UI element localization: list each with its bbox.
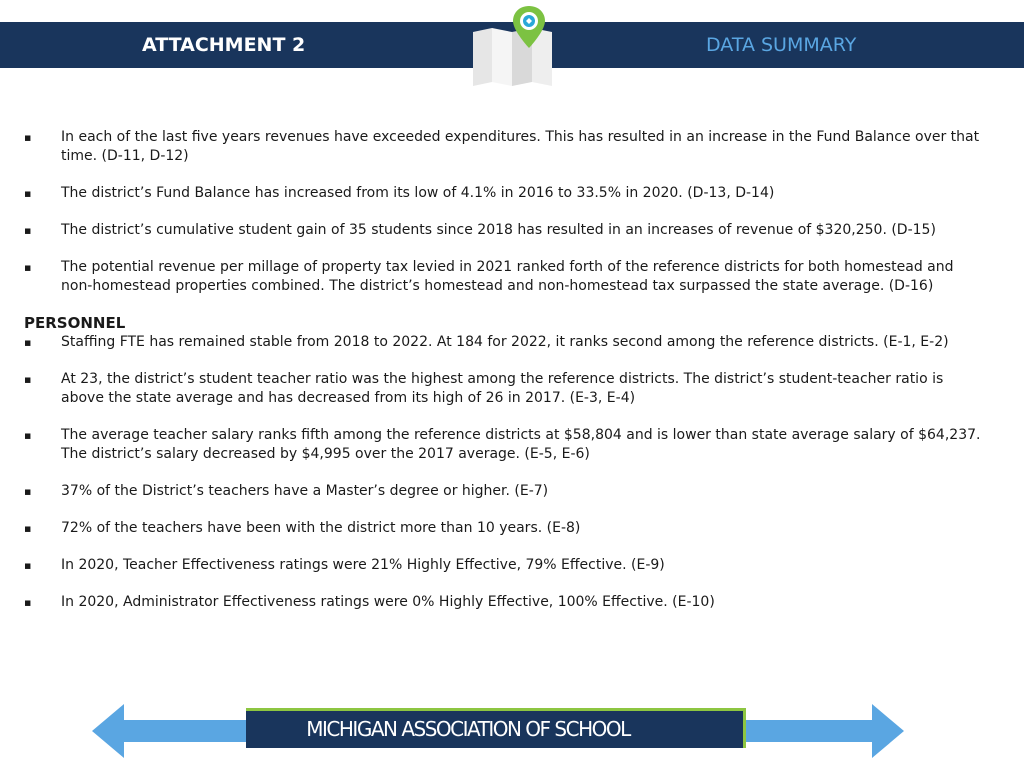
bullet-marker: ▪: [24, 522, 32, 535]
data-summary-title: DATA SUMMARY: [706, 34, 857, 56]
list-item: [24, 519, 984, 538]
list-item: [24, 593, 984, 612]
list-item-text: The district’s cumulative student gain of 35 students since 2018 has resulted in an increases of revenue of $320,250. (D-15): [61, 222, 936, 238]
list-item: [24, 258, 984, 296]
list-item-text: 72% of the teachers have been with the district more than 10 years. (E-8): [61, 520, 581, 536]
list-item-text: The potential revenue per millage of property tax levied in 2021 ranked forth of the reference districts for both homestead and non-homestead properties combined. The district’s homestead and non-homestead tax surpassed the state average. (D-16): [61, 259, 954, 294]
bullet-marker: ▪: [24, 373, 32, 386]
bullet-marker: ▪: [24, 131, 32, 144]
list-item: [24, 370, 984, 408]
list-item-text: In each of the last five years revenues have exceeded expenditures. This has resulted in an increase in the Fund Balance over that time. (D-11, D-12): [61, 129, 980, 164]
arrow-right-icon: [746, 704, 904, 758]
personnel-list: [24, 333, 984, 612]
list-item: [24, 184, 984, 203]
arrow-left-icon: [92, 704, 246, 758]
list-item-text: 37% of the District’s teachers have a Master’s degree or higher. (E-7): [61, 483, 549, 499]
list-item-text: Staffing FTE has remained stable from 2018 to 2022. At 184 for 2022, it ranks second among the reference districts. (E-1, E-2): [61, 334, 949, 350]
list-item-text: In 2020, Teacher Effectiveness ratings were 21% Highly Effective, 79% Effective. (E-9): [61, 557, 665, 573]
bullet-marker: ▪: [24, 485, 32, 498]
fund-balance-list: [24, 128, 984, 296]
list-item: [24, 426, 984, 464]
personnel-heading: PERSONNEL: [24, 314, 126, 332]
bullet-marker: ▪: [24, 261, 32, 274]
list-item-text: At 23, the district’s student teacher ratio was the highest among the reference districts. The district’s student-teacher ratio is above the state average and has decreased from its high of 26 in 2017. (E-3, E-4): [61, 371, 944, 406]
bullet-marker: ▪: [24, 224, 32, 237]
bullet-marker: ▪: [24, 187, 32, 200]
bullet-marker: ▪: [24, 336, 32, 349]
list-item: [24, 221, 984, 240]
list-item-text: The district’s Fund Balance has increased from its low of 4.1% in 2016 to 33.5% in 2020. (D-13, D-14): [61, 185, 775, 201]
list-item-text: The average teacher salary ranks fifth among the reference districts at $58,804 and is lower than state average salary of $64,237. The district’s salary decreased by $4,995 over the 2017 average. (E-5, E-6): [61, 427, 981, 462]
bullet-marker: ▪: [24, 429, 32, 442]
list-item: [24, 556, 984, 575]
footer-org-name: MICHIGAN ASSOCIATION OF SCHOOL: [306, 717, 630, 741]
bullet-marker: ▪: [24, 559, 32, 572]
list-item-text: In 2020, Administrator Effectiveness ratings were 0% Highly Effective, 100% Effective. (E-10): [61, 594, 715, 610]
list-item: [24, 128, 984, 166]
content-area: [24, 128, 984, 630]
list-item: [24, 482, 984, 501]
list-item: [24, 333, 984, 352]
attachment-title: ATTACHMENT 2: [142, 34, 306, 56]
map-pin-icon: [470, 4, 556, 86]
bullet-marker: ▪: [24, 596, 32, 609]
